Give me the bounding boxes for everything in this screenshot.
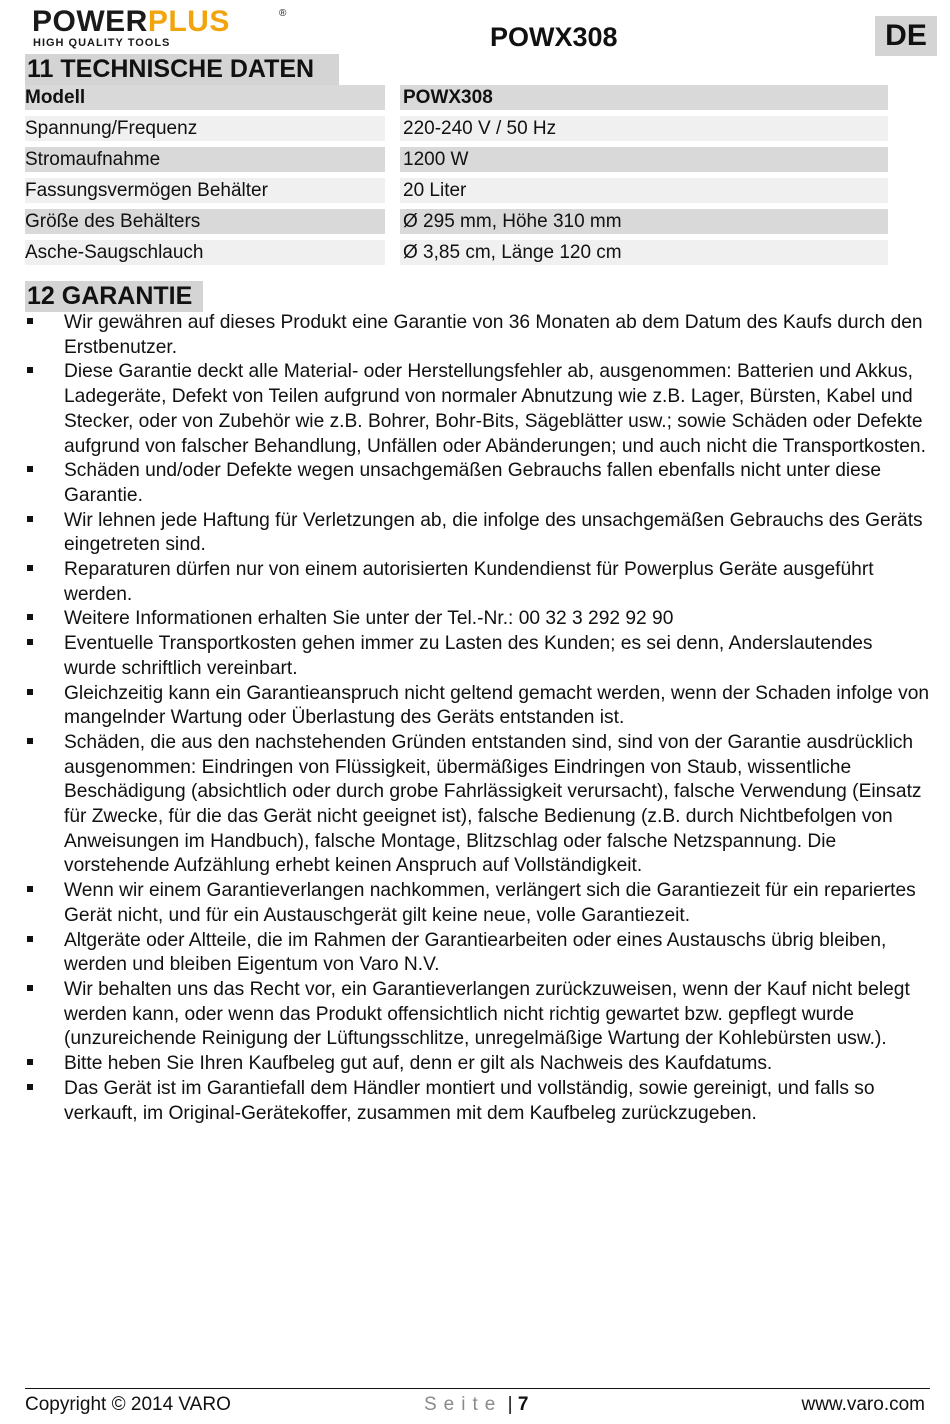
spec-label: Stromaufnahme [25, 147, 385, 172]
logo-registered-mark: ® [279, 8, 287, 19]
list-item [25, 1052, 930, 1077]
square-bullet-icon [27, 565, 33, 571]
warranty-text: Bitte heben Sie Ihren Kaufbeleg gut auf, denn er gilt als Nachweis des Kaufdatums. [64, 1053, 773, 1075]
square-bullet-icon [27, 985, 33, 991]
square-bullet-icon [27, 318, 33, 324]
warranty-text: Weitere Informationen erhalten Sie unter der Tel.-Nr.: 00 32 3 292 92 90 [64, 608, 674, 630]
brand-logo [32, 6, 292, 48]
spec-label: Asche-Saugschlauch [25, 240, 385, 265]
warranty-text: Wir lehnen jede Haftung für Verletzungen ab, die infolge des unsachgemäßen Gebrauchs des Geräts eingetreten sind. [64, 509, 923, 556]
spec-value: 1200 W [400, 147, 888, 172]
list-item [25, 978, 930, 1052]
warranty-text: Schäden, die aus den nachstehenden Gründen entstanden sind, sind von der Garantie ausdrücklich ausgenommen: Eindringen von Flüssigkeit, übermäßiges Eindringen von Staub, wissentliche Beschädigung (absichtlich oder durch grobe Fahrlässigkeit verursacht), falsche Verwendung (Einsatz für Zwecke, für die das Gerät nicht geeignet ist), falsche Bedienung (z.B. durch Nichtbefolgen von Anweisungen im Handbuch), falsche Montage, Blitzschlag oder falsche Netzspannung. Die vorstehende Aufzählung erhebt keinen Anspruch auf Vollständigkeit. [64, 731, 922, 877]
spec-row [25, 147, 885, 172]
warranty-text: Eventuelle Transportkosten gehen immer zu Lasten des Kunden; es sei denn, Anderslautendes wurde schriftlich vereinbart. [64, 633, 873, 679]
spec-row [25, 209, 885, 234]
spec-label: Spannung/Frequenz [25, 116, 385, 141]
list-item [25, 558, 930, 607]
footer-website: www.varo.com [801, 1394, 925, 1415]
model-heading: POWX308 [490, 22, 618, 52]
page-word: Seite [424, 1394, 503, 1415]
footer-page-indicator [424, 1394, 528, 1416]
warranty-text: Wir gewähren auf dieses Produkt eine Garantie von 36 Monaten ab dem Datum des Kaufs durch den Erstbenutzer. [64, 312, 923, 358]
warranty-text: Diese Garantie deckt alle Material- oder Herstellungsfehler ab, ausgenommen: Batterien und Akkus, Ladegeräte, Defekt von Teilen aufgrund von normaler Abnutzung wie z.B. Lager, Bürsten, Kabel und Stecker, oder von Zubehör wie z.B. Bohrer, Bohr-Bits, Sägeblätter usw.; sowie Schäden oder Defekte aufgrund von falscher Behandlung, Unfällen oder Abänderungen; und auch nicht die Transportkosten. [64, 361, 926, 457]
page-number: 7 [517, 1394, 529, 1415]
square-bullet-icon [27, 614, 33, 620]
page-separator: | [507, 1394, 513, 1415]
spec-value: Ø 3,85 cm, Länge 120 cm [400, 240, 888, 265]
warranty-text: Wir behalten uns das Recht vor, ein Garantieverlangen zurückzuweisen, wenn der Kauf nicht belegt werden kann, oder wenn das Produkt offensichtlich nicht richtig gewartet bzw. gepflegt wurde (unzureichende Reinigung der Lüftungsschlitze, unregelmäßige Wartung der Kohlebürsten usw.). [64, 978, 910, 1050]
spec-value: 220-240 V / 50 Hz [400, 116, 888, 141]
square-bullet-icon [27, 516, 33, 522]
list-item [25, 311, 930, 360]
footer-copyright: Copyright © 2014 VARO [25, 1394, 231, 1415]
warranty-text: Wenn wir einem Garantieverlangen nachkommen, verlängert sich die Garantiezeit für ein repariertes Gerät nicht, und für ein Austauschgerät gilt keine neue, volle Garantiezeit. [64, 880, 916, 926]
square-bullet-icon [27, 367, 33, 373]
warranty-text: Reparaturen dürfen nur von einem autorisierten Kundendienst für Powerplus Geräte ausgeführt werden. [64, 559, 874, 605]
list-item [25, 632, 930, 681]
list-item [25, 682, 930, 731]
spec-row [25, 85, 885, 110]
logo-plus: PLUS [147, 5, 230, 38]
list-item [25, 1077, 930, 1126]
spec-value: Ø 295 mm, Höhe 310 mm [400, 209, 888, 234]
warranty-list [25, 311, 930, 1126]
warranty-text: Schäden und/oder Defekte wegen unsachgemäßen Gebrauchs fallen ebenfalls nicht unter diese Garantie. [64, 460, 882, 506]
spec-table [25, 85, 885, 271]
list-item [25, 360, 930, 459]
spec-label: Größe des Behälters [25, 209, 385, 234]
list-item [25, 929, 930, 978]
list-item [25, 607, 930, 632]
warranty-text: Altgeräte oder Altteile, die im Rahmen der Garantiearbeiten oder eines Austauschs übrig bleiben, werden und bleiben Eigentum von Varo N.V. [64, 929, 887, 976]
logo-power: POWER [32, 5, 148, 38]
list-item [25, 459, 930, 508]
spec-row [25, 240, 885, 265]
section-title-technical-data: 11 TECHNISCHE DATEN [25, 54, 339, 85]
spec-value: 20 Liter [400, 178, 888, 203]
spec-row [25, 178, 885, 203]
square-bullet-icon [27, 1084, 33, 1090]
square-bullet-icon [27, 738, 33, 744]
language-badge: DE [875, 16, 937, 56]
logo-wordmark [32, 6, 230, 38]
square-bullet-icon [27, 886, 33, 892]
list-item [25, 731, 930, 879]
square-bullet-icon [27, 1059, 33, 1065]
square-bullet-icon [27, 466, 33, 472]
list-item [25, 509, 930, 558]
spec-label: Modell [25, 85, 385, 110]
spec-value: POWX308 [400, 85, 888, 110]
spec-label: Fassungsvermögen Behälter [25, 178, 385, 203]
section-title-warranty: 12 GARANTIE [25, 281, 203, 312]
list-item [25, 879, 930, 928]
square-bullet-icon [27, 689, 33, 695]
logo-tagline: HIGH QUALITY TOOLS [33, 37, 171, 49]
square-bullet-icon [27, 639, 33, 645]
warranty-text: Das Gerät ist im Garantiefall dem Händler montiert und vollständig, sowie gereinigt, und falls so verkauft, im Original-Gerätekoffer, zusammen mit dem Kaufbeleg zurückzugeben. [64, 1077, 875, 1124]
footer-divider [25, 1388, 930, 1389]
spec-row [25, 116, 885, 141]
square-bullet-icon [27, 936, 33, 942]
warranty-text: Gleichzeitig kann ein Garantieanspruch nicht geltend gemacht werden, wenn der Schaden infolge von mangelnder Wartung oder Überlastung des Geräts entstanden ist. [64, 682, 930, 729]
